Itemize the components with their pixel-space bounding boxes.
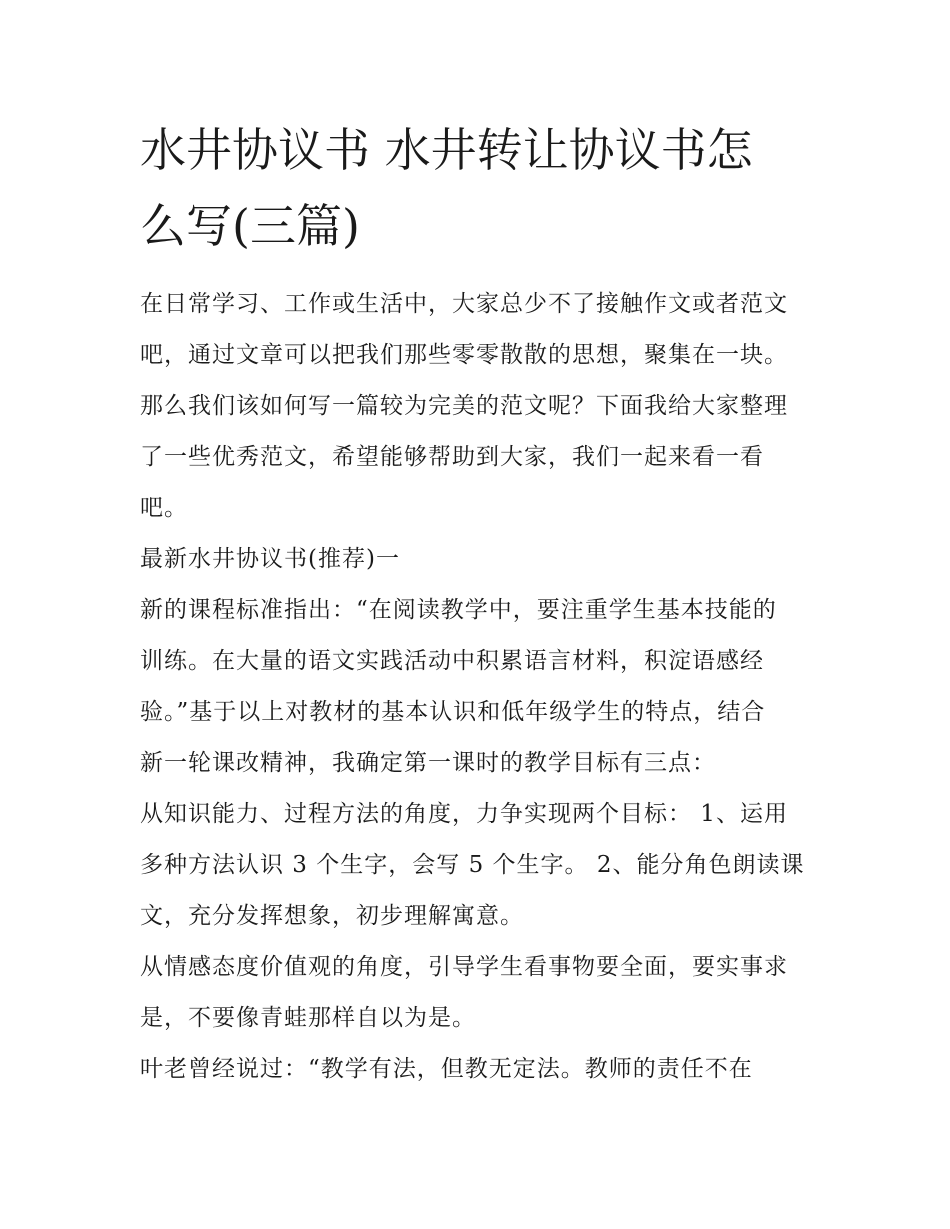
body-line: 是，不要像青蛙那样自以为是。 [140,1005,476,1031]
body-line: 叶老曾经说过：“教学有法，但教无定法。教师的责任不在 [140,1056,753,1082]
body-line: 那么我们该如何写一篇较为完美的范文呢？下面我给大家整理 [140,393,788,419]
body-line: 在日常学习、工作或生活中，大家总少不了接触作文或者范文 [140,291,788,317]
body-line: 验。”基于以上对教材的基本认识和低年级学生的特点，结合 [140,699,766,725]
document-body [140,279,820,1095]
section-heading: 最新水井协议书(推荐)一 [140,546,400,572]
body-line: 吧，通过文章可以把我们那些零零散散的思想，聚集在一块。 [140,342,788,368]
body-line: 训练。在大量的语文实践活动中积累语言材料，积淀语感经 [140,648,764,674]
document-title [140,112,820,264]
body-line: 多种方法认识 3 个生字，会写 5 个生字。 2、能分角色朗读课 [140,852,805,878]
body-line: 从知识能力、过程方法的角度，力争实现两个目标： 1、运用 [140,801,788,827]
title-line: 水井协议书 水井转让协议书怎 [140,123,753,177]
body-line: 了一些优秀范文，希望能够帮助到大家，我们一起来看一看 [140,444,764,470]
body-line: 吧。 [140,495,188,521]
body-line: 从情感态度价值观的角度，引导学生看事物要全面，要实事求 [140,954,788,980]
body-line: 新一轮课改精神，我确定第一课时的教学目标有三点： [140,750,716,776]
body-line: 新的课程标准指出：“在阅读教学中，要注重学生基本技能的 [140,597,777,623]
body-line: 文，充分发挥想象，初步理解寓意。 [140,903,524,929]
title-line: 么写(三篇) [140,199,360,253]
